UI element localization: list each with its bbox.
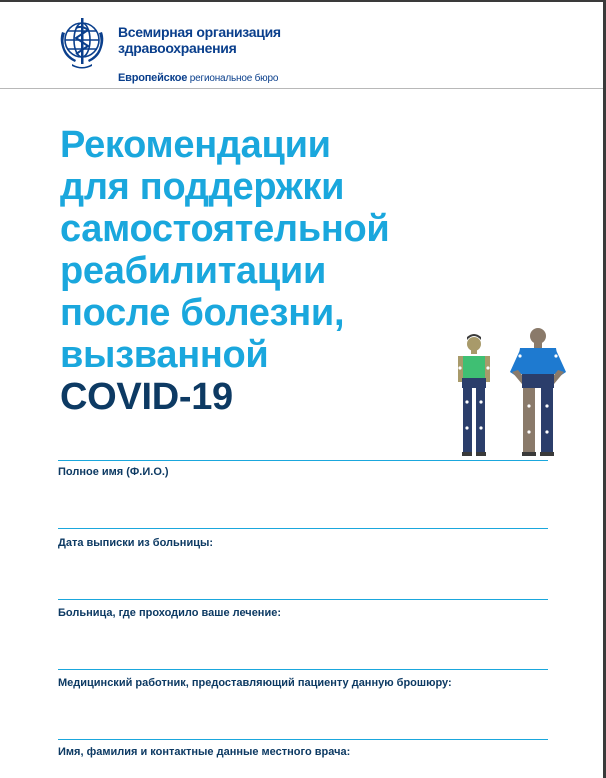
field-line-medical-worker[interactable]: [58, 739, 548, 740]
title-line-2: для поддержки: [60, 166, 345, 208]
field-label-local-doctor: Имя, фамилия и контактные данные местного врача:: [58, 746, 351, 758]
region-rest: региональное бюро: [189, 73, 279, 84]
field-medical-worker[interactable]: [58, 677, 548, 689]
man-figure-icon: [510, 328, 566, 456]
field-line-hospital[interactable]: [58, 669, 548, 670]
field-local-doctor[interactable]: [58, 746, 548, 758]
title-line-6: вызванной: [60, 334, 269, 376]
org-name-line2: здравоохранения: [118, 40, 237, 56]
field-label-hospital: Больница, где проходило ваше лечение:: [58, 607, 281, 619]
field-line-full-name[interactable]: [58, 528, 548, 529]
woman-figure-icon: [458, 334, 490, 456]
document-title: [60, 124, 440, 418]
field-label-discharge-date: Дата выписки из больницы:: [58, 537, 214, 549]
who-emblem-icon: [56, 14, 108, 70]
field-discharge-date[interactable]: [58, 537, 548, 549]
title-line-1: Рекомендации: [60, 124, 331, 166]
field-hospital[interactable]: [58, 607, 548, 619]
title-covid: COVID-19: [60, 376, 233, 418]
field-label-full-name: Полное имя (Ф.И.О.): [58, 466, 169, 478]
region-bold: Европейское: [118, 72, 188, 84]
field-label-medical-worker: Медицинский работник, предоставляющий пациенту данную брошюру:: [58, 677, 452, 689]
field-line-discharge-date[interactable]: [58, 599, 548, 600]
org-name: [118, 24, 318, 56]
title-line-4: реабилитации: [60, 250, 327, 292]
page-top-edge: [0, 0, 606, 2]
header-banner: [0, 0, 603, 89]
separator-top: [58, 460, 548, 461]
people-illustration-icon: [448, 322, 568, 462]
title-line-5: после болезни,: [60, 292, 345, 334]
title-line-3: самостоятельной: [60, 208, 390, 250]
org-name-line1: Всемирная организация: [118, 24, 281, 40]
regional-office-label: [118, 72, 278, 84]
field-full-name[interactable]: [58, 466, 548, 478]
